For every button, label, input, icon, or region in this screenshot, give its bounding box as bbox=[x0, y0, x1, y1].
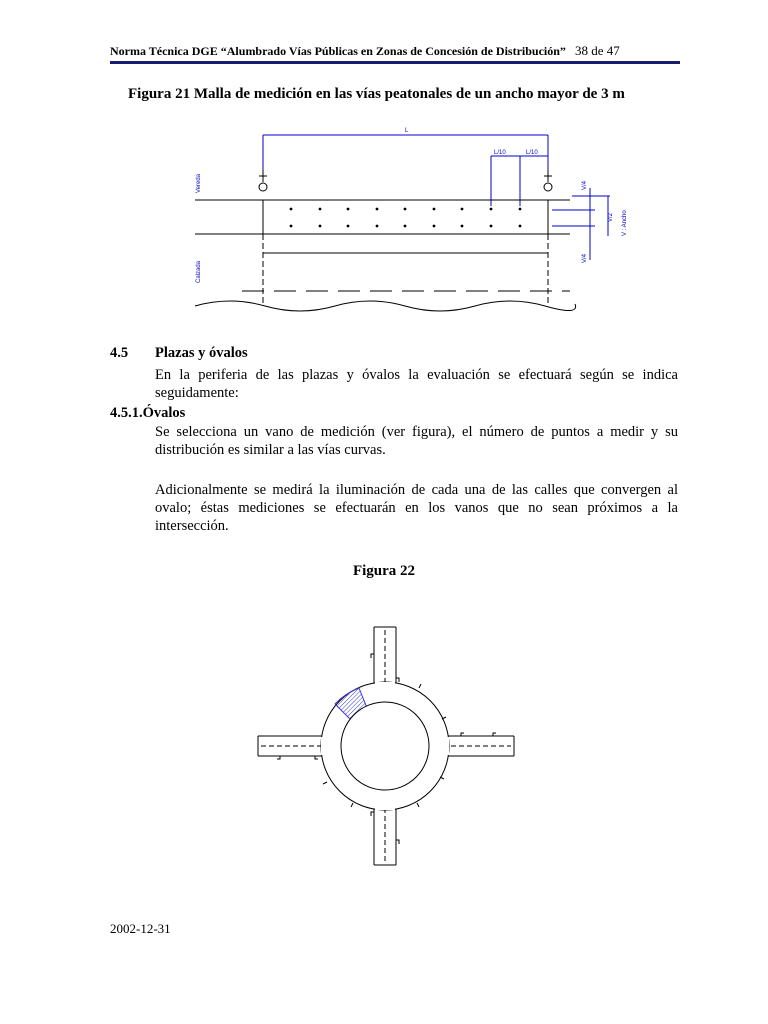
section-title: Plazas y óvalos bbox=[155, 345, 248, 361]
page-number: 38 de 47 bbox=[574, 43, 620, 58]
subsection-title: 4.5.1.Óvalos bbox=[110, 405, 186, 421]
figure-21-diagram bbox=[180, 118, 628, 318]
figure-21-caption: Figura 21 Malla de medición en las vías peatonales de un ancho mayor de 3 m bbox=[128, 86, 625, 102]
figure-22-diagram bbox=[255, 622, 517, 884]
label-quarter-top: V/4 bbox=[582, 180, 588, 190]
break-line bbox=[195, 301, 576, 311]
figure-22-caption: Figura 22 bbox=[352, 563, 416, 579]
label-l10-a: L/10 bbox=[494, 150, 506, 156]
luminaire-left bbox=[259, 183, 267, 191]
section-number: 4.5 bbox=[110, 345, 129, 361]
luminaire-right bbox=[544, 183, 552, 191]
section-intro: En la periferia de las plazas y óvalos la evaluación se efectuará según se indica seguidamente: bbox=[155, 367, 678, 401]
header-rule bbox=[110, 61, 680, 64]
subsection-paragraph-2: Adicionalmente se medirá la iluminación de cada una de las calles que convergen al ovalo; éstas mediciones se efectuarán en los vanos que no sean próximos a la intersección. bbox=[155, 482, 678, 534]
header-title: Norma Técnica DGE “Alumbrado Vías Públicas en Zonas de Concesión de Distribución” bbox=[110, 44, 566, 58]
footer-date: 2002-12-31 bbox=[110, 921, 171, 936]
label-l: L bbox=[405, 128, 409, 134]
page-header bbox=[110, 43, 680, 59]
measurement-points bbox=[290, 208, 522, 228]
label-width: V : Ancho bbox=[622, 210, 628, 236]
roundabout-island bbox=[341, 702, 429, 790]
label-sidewalk: Vereda bbox=[196, 173, 202, 193]
label-quarter-bottom: V/4 bbox=[582, 253, 588, 263]
label-l10-b: L/10 bbox=[526, 150, 538, 156]
label-half: V/2 bbox=[608, 212, 614, 222]
subsection-paragraph-1: Se selecciona un vano de medición (ver figura), el número de puntos a medir y su distribución es similar a las vías curvas. bbox=[155, 424, 678, 458]
label-roadway: Calzada bbox=[196, 260, 202, 283]
